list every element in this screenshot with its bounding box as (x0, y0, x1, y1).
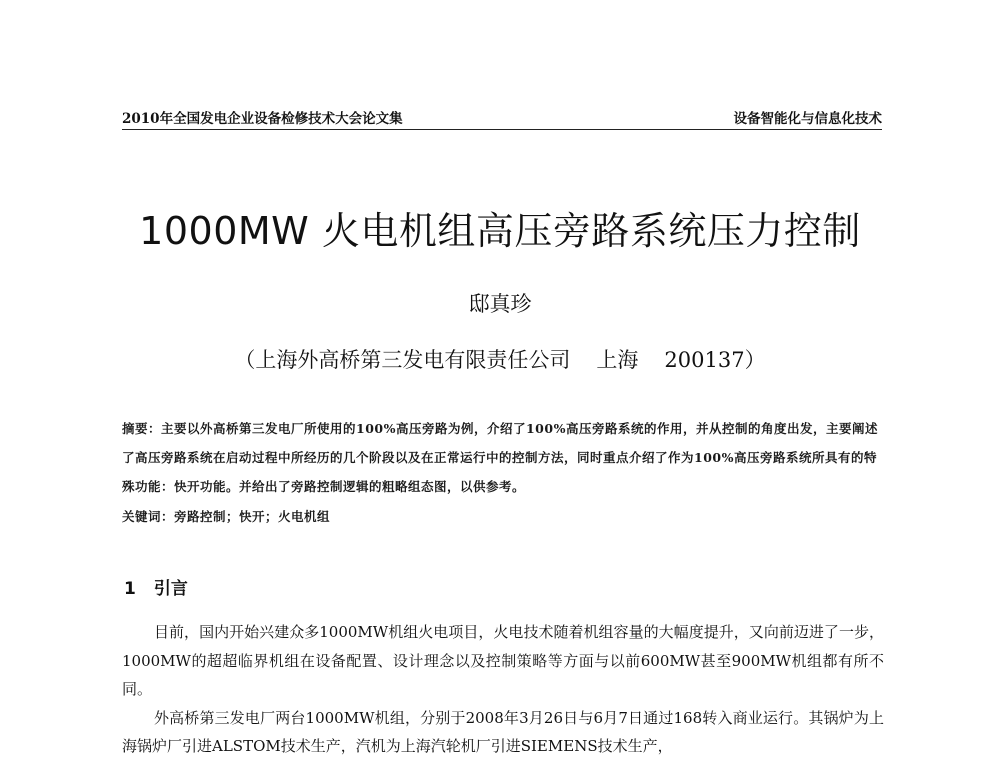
abstract-text: 主要以外高桥第三发电厂所使用的100%高压旁路为例，介绍了100%高压旁路系统的作用，并从控制的角度出发，主要阐述了高压旁路系统在启动过程中所经历的几个阶段以及在正常运行中的控制方法，同时重点介绍了作为100%高压旁路系统所具有的特殊功能：快开功能。并给出了旁路控制逻辑的粗略组态图，以供参考。 (122, 421, 878, 494)
header-section-title: 设备智能化与信息化技术 (733, 111, 882, 127)
abstract (122, 414, 882, 501)
body-text (122, 618, 884, 761)
keywords (122, 502, 882, 531)
keywords-text: 旁路控制；快开；火电机组 (174, 509, 331, 524)
section-number: 1 (124, 579, 136, 599)
section-heading (124, 574, 188, 599)
section-title: 引言 (153, 579, 188, 599)
affiliation-postcode: 200137） (664, 348, 766, 372)
author-name: 邸真珍 (468, 292, 532, 316)
author-affiliation (0, 344, 1000, 374)
abstract-label: 摘要： (122, 421, 162, 436)
header-proceedings-title: 2010年全国发电企业设备检修技术大会论文集 (122, 111, 403, 127)
paper-title: 1000MW 火电机组高压旁路系统压力控制 (139, 209, 861, 253)
paragraph: 外高桥第三发电厂两台1000MW机组，分别于2008年3月26日与6月7日通过168转入商业运行。其锅炉为上海锅炉厂引进ALSTOM技术生产，汽机为上海汽轮机厂引进SIEMENS技术生产， (122, 708, 884, 755)
paragraph: 目前，国内开始兴建众多1000MW机组火电项目，火电技术随着机组容量的大幅度提升，又向前迈进了一步，1000MW的超超临界机组在设备配置、设计理念以及控制策略等方面与以前600MW甚至900MW机组都有所不同。 (122, 623, 884, 698)
affiliation-city: 上海 (596, 348, 639, 372)
running-header (122, 103, 882, 130)
affiliation-org: （上海外高桥第三发电有限责任公司 (234, 348, 571, 372)
keywords-label: 关键词： (122, 509, 175, 524)
